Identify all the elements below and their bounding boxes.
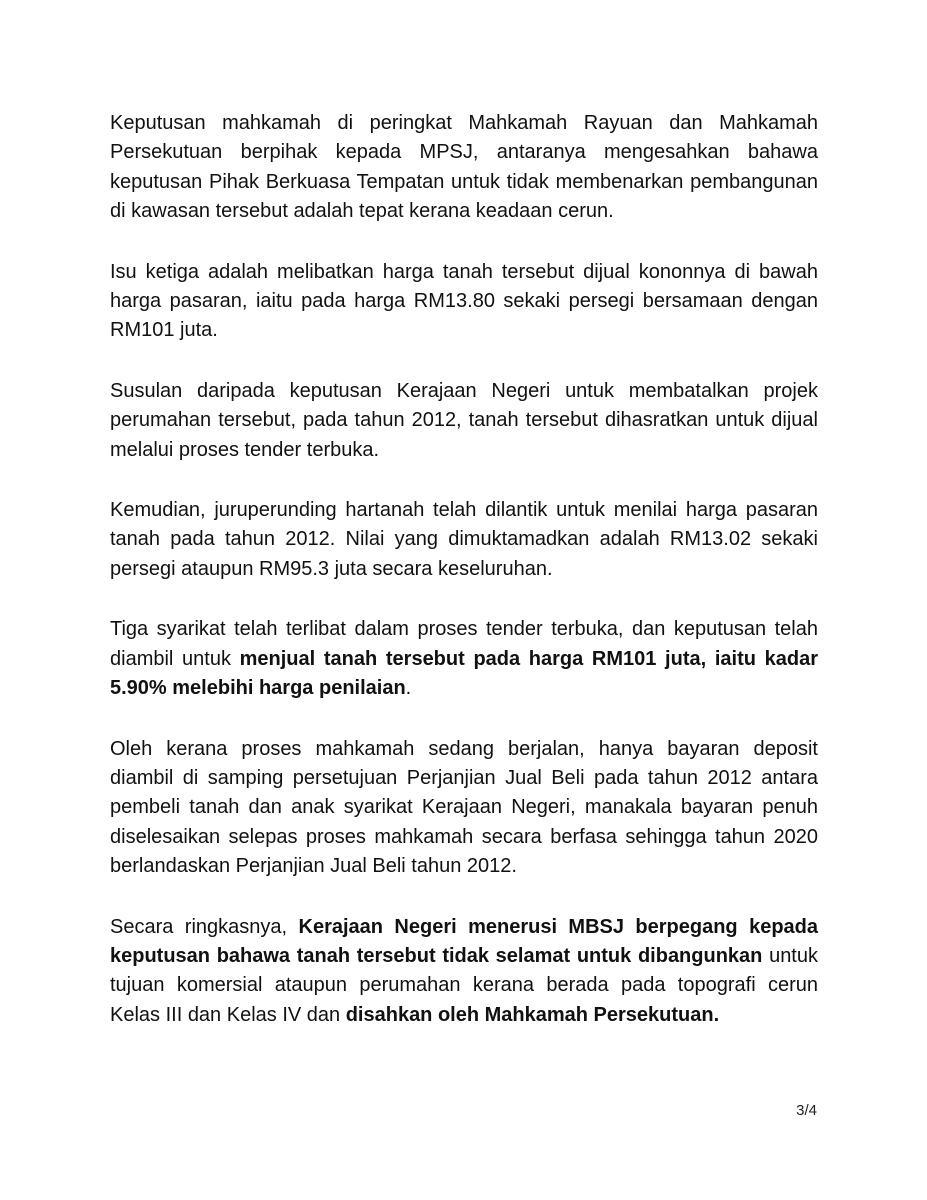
paragraph-summary <box>110 913 818 1031</box>
paragraph-open-tender-plan <box>110 377 818 465</box>
text-segment: Susulan daripada keputusan Kerajaan Negeri untuk membatalkan projek perumahan tersebut, pada tahun 2012, tanah tersebut dihasratkan untuk dijual melalui proses tender terbuka. <box>110 379 818 461</box>
text-segment: . <box>405 677 412 700</box>
paragraph-payment-process <box>110 735 818 882</box>
bold-text-segment: menjual tanah tersebut pada harga RM101 juta, iaitu kadar 5.90% melebihi harga penilaian <box>110 647 818 700</box>
bold-text-segment: Kerajaan Negeri menerusi MBSJ berpegang kepada keputusan bahawa tanah tersebut tidak selamat untuk dibangunkan <box>110 915 818 967</box>
paragraph-valuation <box>110 496 818 584</box>
text-segment: Oleh kerana proses mahkamah sedang berjalan, hanya bayaran deposit diambil di samping persetujuan Perjanjian Jual Beli pada tahun 2012 antara pembeli tanah dan anak syarikat Kerajaan Negeri, manakala bayaran penuh diselesaikan selepas proses mahkamah secara berfasa sehingga tahun 2020 berlandaskan Perjanjian Jual Beli tahun 2012. <box>110 737 818 878</box>
text-segment: Keputusan mahkamah di peringkat Mahkamah Rayuan dan Mahkamah Persekutuan berpihak kepada MPSJ, antaranya mengesahkan bahawa keputusan Pihak Berkuasa Tempatan untuk tidak membenarkan pembangunan di kawasan tersebut adalah tepat kerana keadaan cerun. <box>110 112 818 223</box>
paragraph-third-issue-land-price <box>110 258 818 346</box>
bold-text-segment: disahkan oleh Mahkamah Persekutuan. <box>345 1003 720 1026</box>
document-body <box>110 109 818 1061</box>
text-segment: Secara ringkasnya, <box>110 915 299 938</box>
page-number: 3/4 <box>796 1102 817 1119</box>
text-segment: untuk tujuan komersial ataupun perumahan kerana berada pada topografi cerun Kelas III dan Kelas IV dan <box>110 944 818 1026</box>
paragraph-court-decision <box>110 109 818 227</box>
text-segment: Kemudian, juruperunding hartanah telah dilantik untuk menilai harga pasaran tanah pada tahun 2012. Nilai yang dimuktamadkan adalah RM13.02 sekaki persegi ataupun RM95.3 juta secara keseluruhan. <box>110 499 818 580</box>
text-segment: Isu ketiga adalah melibatkan harga tanah tersebut dijual kononnya di bawah harga pasaran, iaitu pada harga RM13.80 sekaki persegi bersamaan dengan RM101 juta. <box>110 260 818 342</box>
text-segment: Tiga syarikat telah terlibat dalam proses tender terbuka, dan keputusan telah diambil untuk <box>110 618 818 670</box>
paragraph-tender-result <box>110 615 818 703</box>
